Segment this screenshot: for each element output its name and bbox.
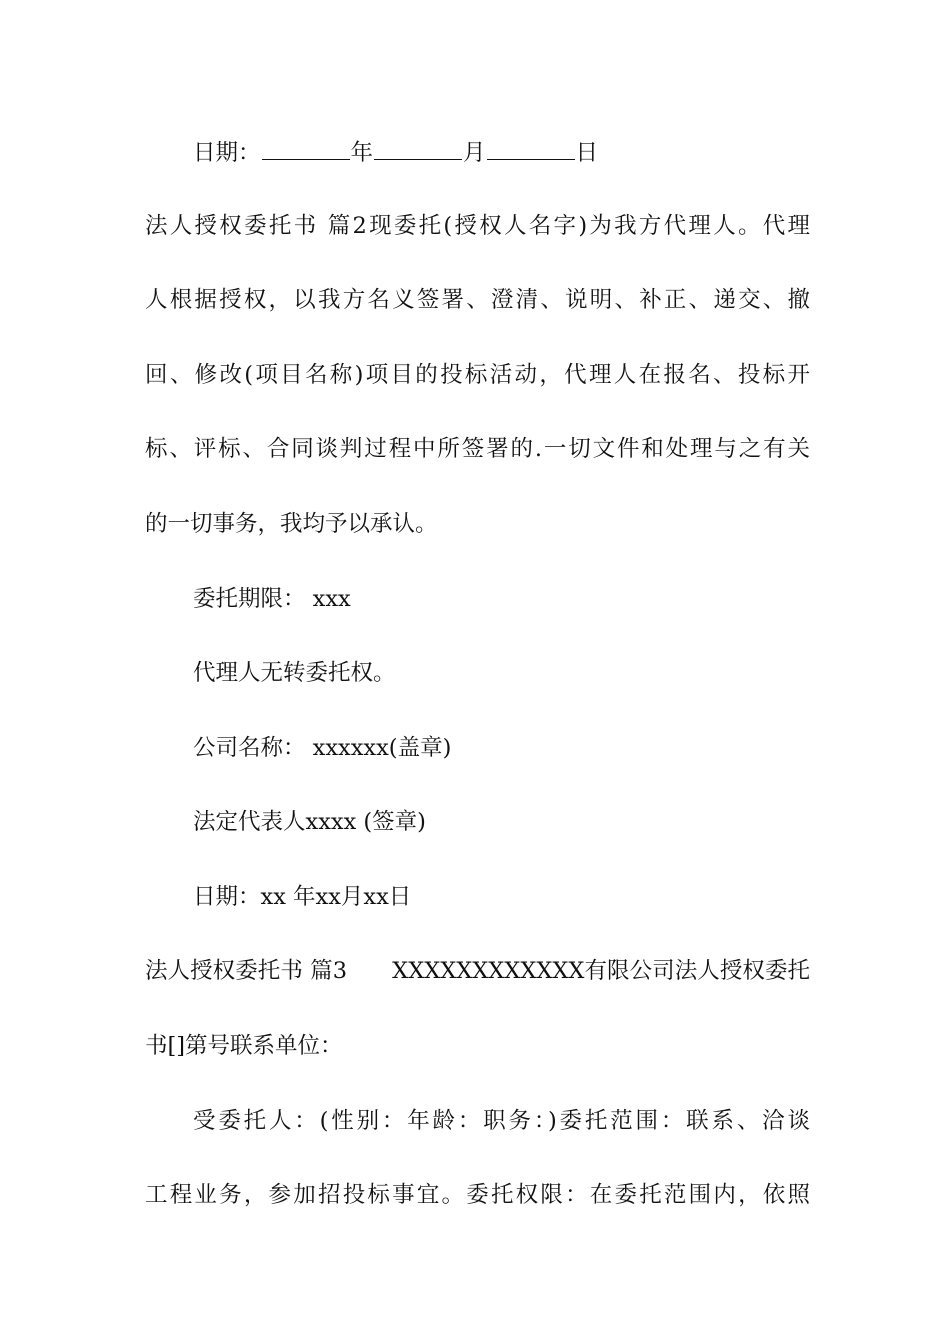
year-label: 年 [350,140,374,166]
paragraph-line: 书[]第号联系单位： [145,1033,343,1059]
entrust-term-line: 委托期限： xxx [193,586,351,612]
date-blank-line [193,137,810,168]
paragraph-line: 法人授权委托书 篇2现委托(授权人名字)为我方代理人。代理 [145,213,810,239]
day-blank [487,137,575,160]
paragraph-line: 受委托人：(性别：年龄：职务：)委托范围：联系、洽谈 [193,1108,810,1134]
paragraph-line: 标、评标、合同谈判过程中所签署的.一切文件和处理与之有关 [145,436,810,462]
paragraph-line: 回、修改(项目名称)项目的投标活动，代理人在报名、投标开 [145,362,810,388]
year-blank [262,137,350,160]
month-label: 月 [463,140,486,166]
date-line: 日期：xx 年xx月xx日 [193,884,412,910]
date-label: 日期： [193,140,261,166]
month-blank [374,137,462,160]
paragraph-line: 法人授权委托书 篇3 XXXXXXXXXXXX有限公司法人授权委托 [145,958,810,984]
company-name-line: 公司名称： xxxxxx(盖章) [193,735,452,761]
legal-representative-line: 法定代表人xxxx (签章) [193,809,426,835]
no-subdelegation-line: 代理人无转委托权。 [193,660,396,686]
paragraph-line: 的一切事务，我均予以承认。 [145,511,438,537]
paragraph-line: 人根据授权，以我方名义签署、澄清、说明、补正、递交、撤 [145,287,810,313]
paragraph-line: 工程业务，参加招投标事宜。委托权限：在委托范围内，依照 [145,1182,810,1208]
day-label: 日 [575,140,599,166]
